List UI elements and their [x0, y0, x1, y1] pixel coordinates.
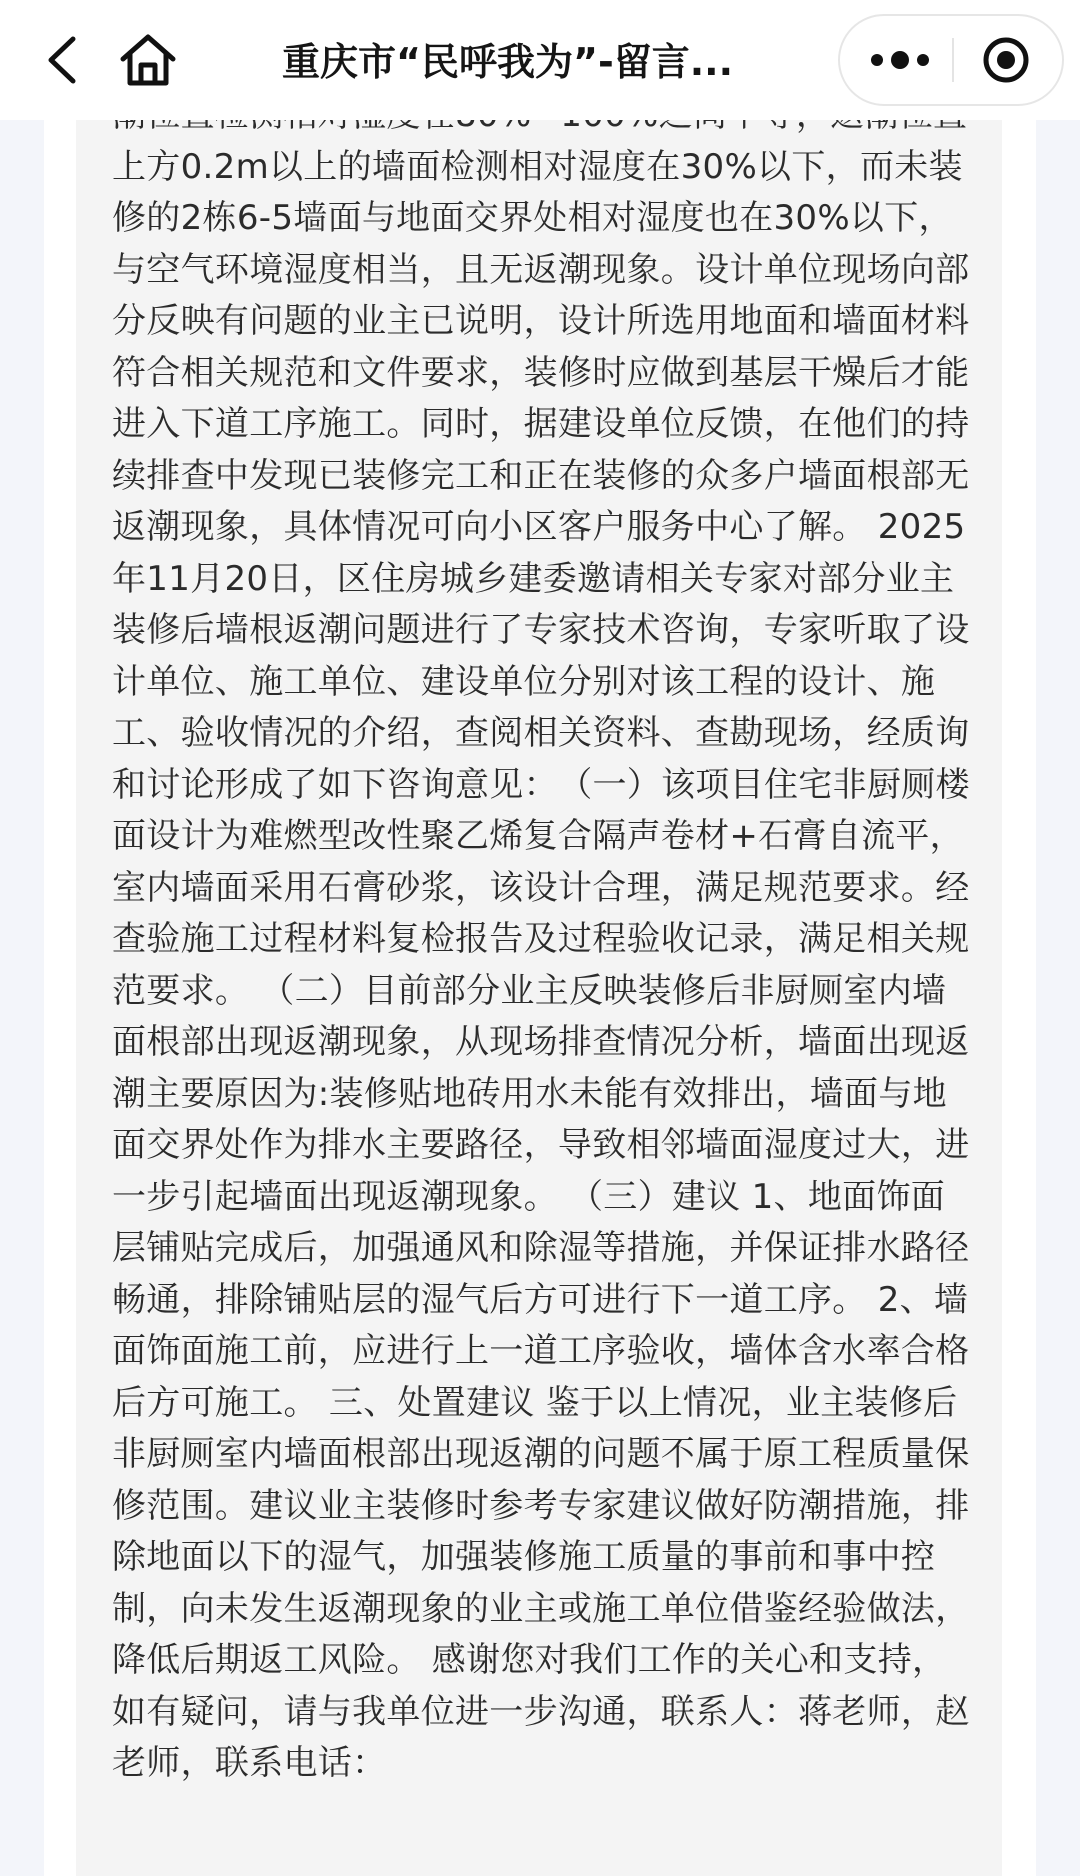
close-button[interactable]	[970, 32, 1042, 88]
top-navigation-bar	[0, 0, 1080, 120]
capsule-divider	[952, 38, 954, 82]
reply-content-box	[76, 120, 1002, 1876]
back-button[interactable]	[38, 32, 86, 88]
home-button[interactable]	[116, 30, 180, 90]
page-body	[44, 120, 1036, 1876]
mini-program-capsule	[838, 14, 1064, 106]
page-title: 重庆市“民呼我为”-留言...	[282, 40, 734, 84]
reply-text: 上方0.2m以上的墙面检测相对湿度在30%以下，而未装修的2栋6-5墙面与地面交界处相对湿度也在30%以下，与空气环境湿度相当，且无返潮现象。设计单位现场向部分反映有问题的业主已说明，设计所选用地面和墙面材料符合相关规范和文件要求，装修时应做到基层干燥后才能进入下道工序施工。同时，据建设单位反馈，在他们的持续排查中发现已装修完工和正在装修的众多户墙面根部无返潮现象，具体情况可向小区客户服务中心了解。 2025年11月20日，区住房城乡建委邀请相关专家对部分业主装修后墙根返潮问题进行了专家技术咨询，专家听取了设计单位、施工单位、建设单位分别对该工程的设计、施工、验收情况的介绍，查阅相关资料、查勘现场，经质询和讨论形成了如下咨询意见： （一）该项目住宅非厨厕楼面设计为难燃型改性聚乙烯复合隔声卷材+石膏自流平，室内墙面采用石膏砂浆，该设计合理，满足规范要求。经查验施工过程材料复检报告及过程验收记录，满足相关规范要求。 （二）目前部分业主反映装修后非厨厕室内墙面根部出现返潮现象，从现场排查情况分析，墙面出现返潮主要原因为:装修贴地砖用水未能有效排出，墙面与地面交界处作为排水主要路径，导致相邻墙面湿度过大，进一步引起墙面出现返潮现象。 （三）建议 1、地面饰面层铺贴完成后，加强通风和除湿等措施，并保证排水路径畅通，排除铺贴层的湿气后方可进行下一道工序。 2、墙面饰面施工前，应进行上一道工序验收，墙体含水率合格后方可施工。 三、处置建议 鉴于以上情况，业主装修后非厨厕室内墙面根部出现返潮的问题不属于原工程质量保修范围。建议业主装修时参考专家建议做好防潮措施，排除地面以下的湿气，加强装修施工质量的事前和事中控制，向未发生返潮现象的业主或施工单位借鉴经验做法，降低后期返工风险。 感谢您对我们工作的关心和支持，如有疑问，请与我单位进一步沟通，联系人：蒋老师，赵老师，联系电话：	[112, 146, 970, 1783]
target-close-icon	[981, 35, 1031, 85]
more-dots-icon	[868, 50, 932, 70]
more-button[interactable]	[858, 32, 942, 88]
home-icon	[119, 33, 177, 87]
chevron-left-icon	[45, 35, 79, 85]
